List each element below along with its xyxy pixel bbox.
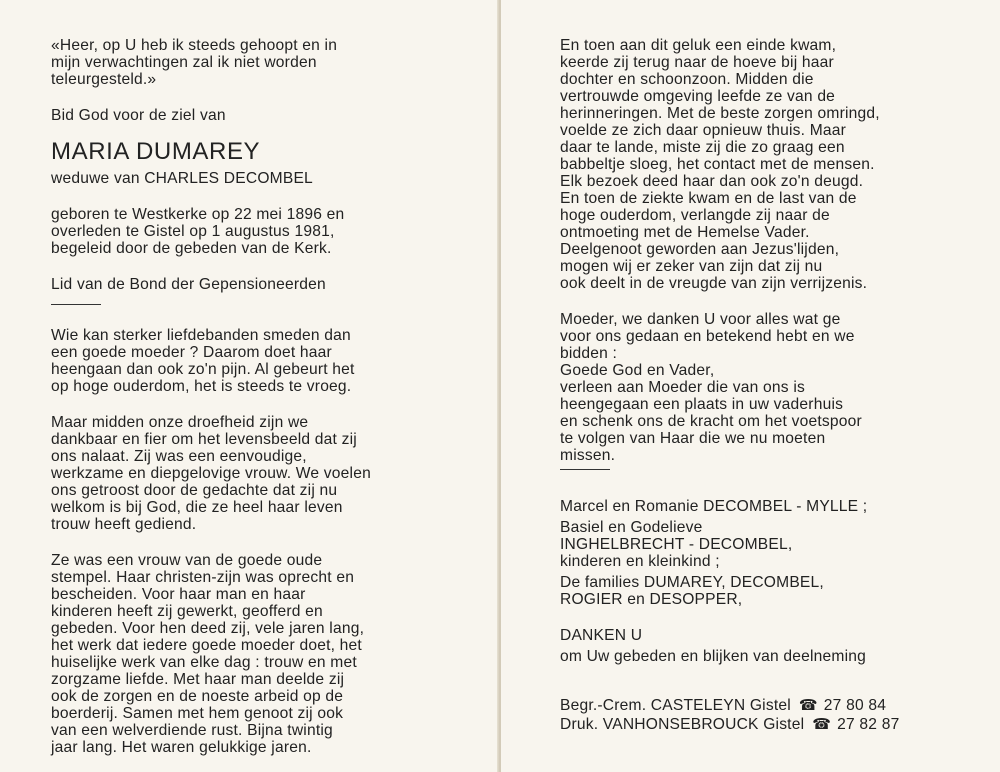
text-line: ook de zorgen en de noeste arbeid op de	[51, 688, 344, 705]
opening-quote	[51, 37, 471, 88]
funeral-home-line	[560, 697, 980, 714]
text-line: En toen de ziekte kwam en de last van de	[560, 190, 857, 207]
text-line: zorgzame liefde. Met haar man deelde zij	[51, 671, 345, 688]
text-line: te volgen van Haar die we nu moeten	[560, 430, 826, 447]
text-line: teleurgesteld.»	[51, 71, 157, 88]
left-page	[0, 0, 499, 772]
text-line: Goede God en Vader,	[560, 362, 715, 379]
paragraph-1	[51, 327, 471, 395]
text-line: ons nalaat. Zij was een eenvoudige,	[51, 448, 307, 465]
text-line: Elk bezoek deed haar dan ook zo'n deugd.	[560, 173, 864, 190]
text-line: verleen aan Moeder die van ons is	[560, 379, 805, 396]
text-line: kinderen en kleinkind ;	[560, 553, 720, 570]
text-line: daar te lande, miste zij die zo graag een	[560, 139, 845, 156]
text-line: overleden te Gistel op 1 augustus 1981,	[51, 223, 335, 240]
text-line: INGHELBRECHT - DECOMBEL,	[560, 536, 793, 553]
funeral-home-label: Begr.-Crem. CASTELEYN Gistel	[560, 697, 791, 714]
printer-label: Druk. VANHONSEBROUCK Gistel	[560, 716, 805, 733]
text-line: huiselijke werk van elke dag : trouw en met	[51, 654, 357, 671]
text-line: vertrouwde omgeving leefde ze van de	[560, 88, 836, 105]
text-line: babbeltje sloeg, het contact met de mensen.	[560, 156, 875, 173]
text-line: het werk dat iedere goede moeder doet, het	[51, 637, 362, 654]
text-line: hoge ouderdom, verlangde zij naar de	[560, 207, 830, 224]
membership: Lid van de Bond der Gepensioneerden	[51, 276, 326, 293]
right-column	[560, 37, 980, 733]
family-signatories	[560, 498, 980, 608]
thanks-text: om Uw gebeden en blijken van deelneming	[560, 648, 867, 665]
printer-line	[560, 716, 980, 733]
text-line: heengegaan een plaats in uw vaderhuis	[560, 396, 844, 413]
text-line: herinneringen. Met de beste zorgen omringd,	[560, 105, 880, 122]
text-line: stempel. Haar christen-zijn was oprecht en	[51, 569, 355, 586]
text-line: Moeder, we danken U voor alles wat ge	[560, 311, 841, 328]
text-line: «Heer, op U heb ik steeds gehoopt en in	[51, 37, 338, 54]
text-line: Maar midden onze droefheid zijn we	[51, 414, 309, 431]
text-line: bescheiden. Voor haar man en haar	[51, 586, 306, 603]
text-line: Deelgenoot geworden aan Jezus'lijden,	[560, 241, 840, 258]
text-line: ook deelt in de vreugde van zijn verrijzenis.	[560, 275, 868, 292]
text-line: voor ons gedaan en betekend hebt en we	[560, 328, 855, 345]
prayer-intro: Bid God voor de ziel van	[51, 107, 226, 124]
text-line: ons getroost door de gedachte dat zij nu	[51, 482, 338, 499]
text-line: boerderij. Samen met hem genoot zij ook	[51, 705, 344, 722]
text-line: keerde zij terug naar de hoeve bij haar	[560, 54, 834, 71]
funeral-home-phone: 27 80 84	[823, 697, 887, 714]
paragraph-5	[560, 311, 980, 464]
printer-phone: 27 82 87	[837, 716, 900, 733]
text-line: missen.	[560, 447, 616, 464]
text-line: Marcel en Romanie DECOMBEL - MYLLE ;	[560, 498, 868, 515]
thanks-heading: DANKEN U	[560, 627, 643, 644]
text-line: Ze was een vrouw van de goede oude	[51, 552, 323, 569]
deceased-name: MARIA DUMAREY	[51, 138, 261, 165]
text-line: van een welverdiende rust. Bijna twintig	[51, 722, 333, 739]
left-column	[51, 37, 471, 756]
divider	[560, 469, 610, 470]
text-line: De families DUMAREY, DECOMBEL,	[560, 574, 824, 591]
paragraph-4	[560, 37, 980, 292]
divider	[51, 304, 101, 305]
text-line: jaar lang. Het waren gelukkige jaren.	[51, 739, 312, 756]
text-line: Basiel en Godelieve	[560, 519, 703, 536]
text-line: kinderen heeft zij gewerkt, geofferd en	[51, 603, 323, 620]
telephone-icon: ☎	[812, 715, 832, 733]
paragraph-3	[51, 552, 471, 756]
right-page	[501, 0, 1000, 772]
widow-of: weduwe van CHARLES DECOMBEL	[51, 170, 313, 187]
paragraph-2	[51, 414, 471, 533]
text-line: ontmoeting met de Hemelse Vader.	[560, 224, 810, 241]
telephone-icon: ☎	[798, 696, 818, 714]
text-line: bidden :	[560, 345, 618, 362]
text-line: begeleid door de gebeden van de Kerk.	[51, 240, 332, 257]
text-line: dankbaar en fier om het levensbeeld dat zij	[51, 431, 357, 448]
text-line: gebeden. Voor hen deed zij, vele jaren lang,	[51, 620, 365, 637]
text-line: geboren te Westkerke op 22 mei 1896 en	[51, 206, 345, 223]
text-line: trouw heeft gediend.	[51, 516, 197, 533]
text-line: welkom is bij God, die ze heel haar leven	[51, 499, 343, 516]
text-line: En toen aan dit geluk een einde kwam,	[560, 37, 837, 54]
text-line: mogen wij er zeker van zijn dat zij nu	[560, 258, 823, 275]
text-line: dochter en schoonzoon. Midden die	[560, 71, 814, 88]
text-line: en schenk ons de kracht om het voetspoor	[560, 413, 862, 430]
text-line: werkzame en diepgelovige vrouw. We voelen	[51, 465, 371, 482]
text-line: heengaan dan ook zo'n pijn. Al gebeurt het	[51, 361, 355, 378]
birth-death-details	[51, 206, 471, 257]
text-line: mijn verwachtingen zal ik niet worden	[51, 54, 317, 71]
text-line: op hoge ouderdom, het is steeds te vroeg.	[51, 378, 352, 395]
text-line: voelde ze zich daar opnieuw thuis. Maar	[560, 122, 847, 139]
text-line: Wie kan sterker liefdebanden smeden dan	[51, 327, 351, 344]
text-line: een goede moeder ? Daarom doet haar	[51, 344, 332, 361]
text-line: ROGIER en DESOPPER,	[560, 591, 743, 608]
